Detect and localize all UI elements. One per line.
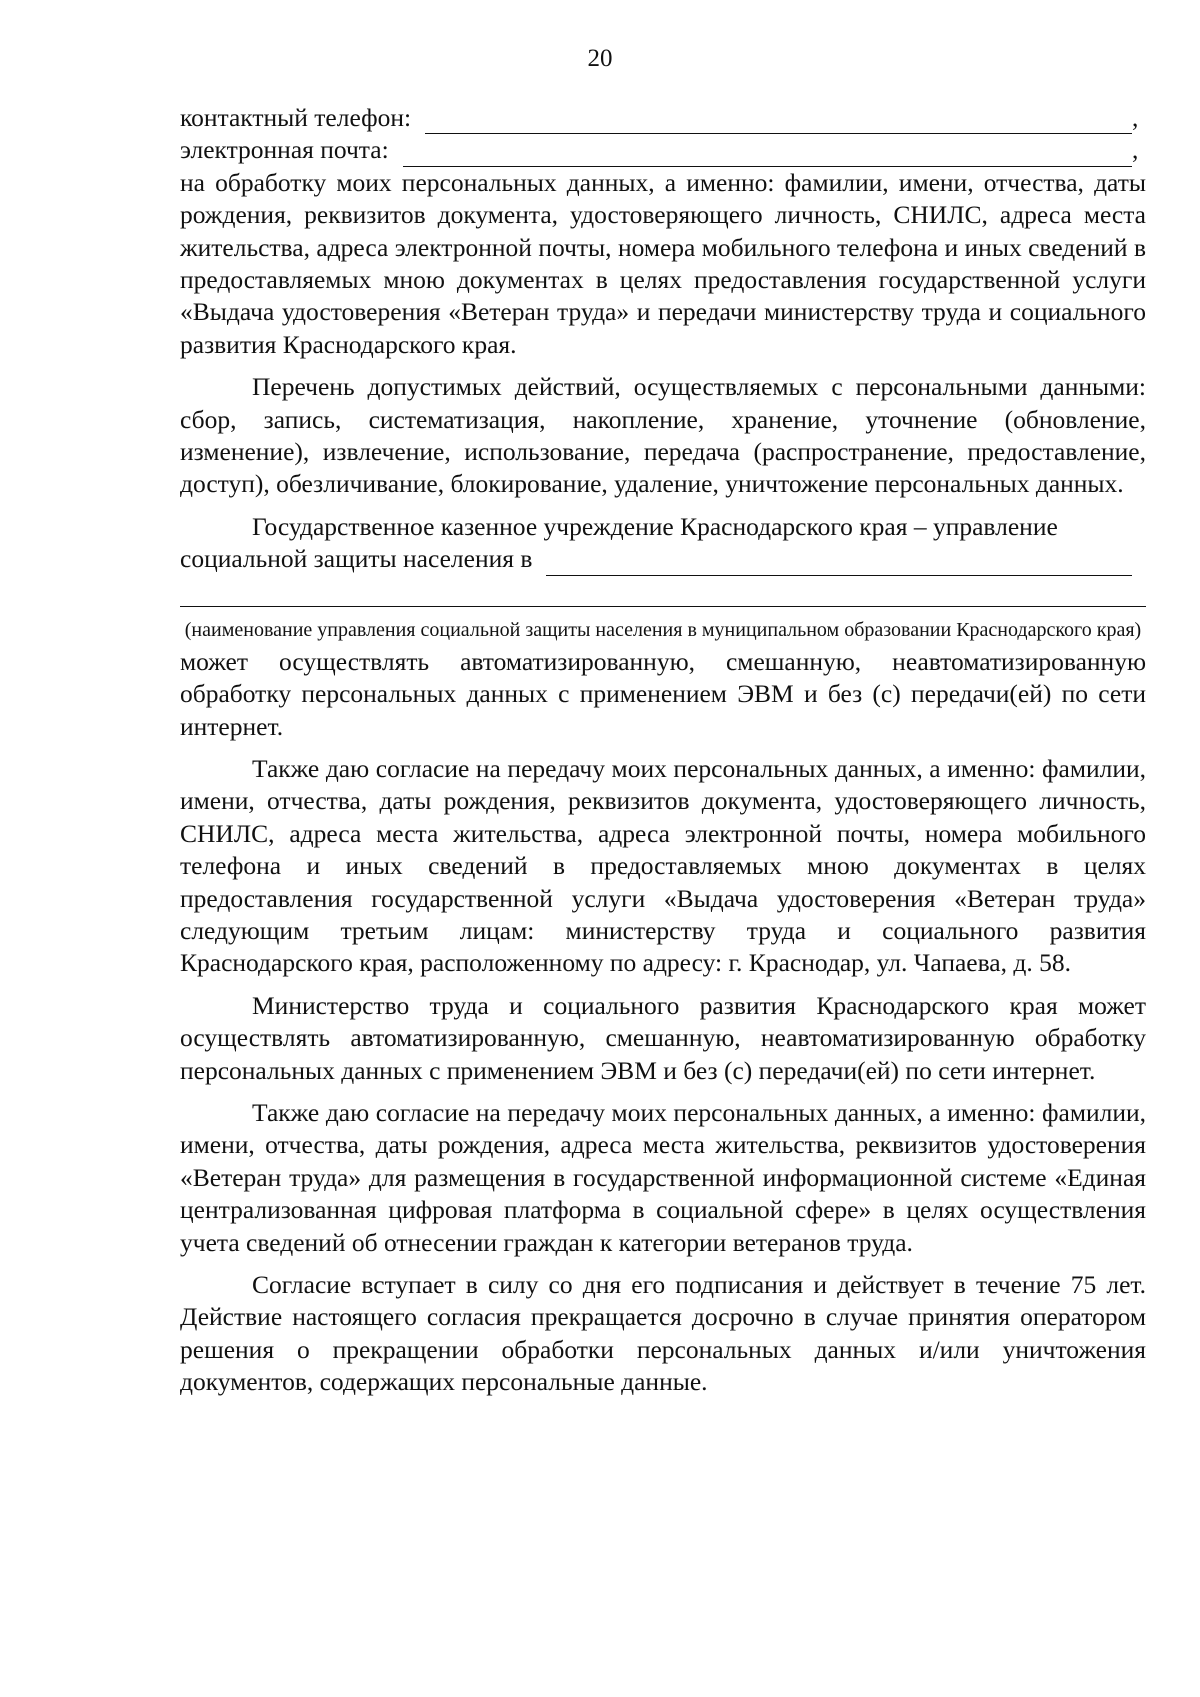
paragraph-institution-line1: Государственное казенное учреждение Краснодарского края – управление bbox=[252, 511, 1058, 541]
phone-input-line[interactable] bbox=[425, 109, 1132, 134]
email-comma: , bbox=[1132, 135, 1139, 165]
institution-caption: (наименование управления социальной защиты населения в муниципальном образовании Краснодарского края) bbox=[184, 618, 1142, 641]
paragraph-consent-scope: на обработку моих персональных данных, а именно: фамилии, имени, отчества, даты рождения, реквизитов документа, удостоверяющего личность, СНИЛС, адреса места жительства, адреса электронной почты, номера мобильного телефона и иных сведений в предоставляемых мною документах в целях предоставления государственной услуги «Выдача удостоверения «Ветеран труда» и передачи министерству труда и социального развития Краснодарского края. bbox=[180, 167, 1146, 359]
institution-name-rule[interactable] bbox=[180, 606, 1146, 607]
institution-input-line[interactable] bbox=[546, 551, 1132, 576]
email-field-line bbox=[180, 134, 1146, 166]
paragraph-ministry-processing: Министерство труда и социального развития Краснодарского края может осуществлять автоматизированную, смешанную, неавтоматизированную обработку персональных данных с применением ЭВМ и без (с) передачи(ей) по сети интернет. bbox=[180, 990, 1146, 1085]
institution-field-line bbox=[180, 543, 1146, 575]
paragraph-allowed-actions: Перечень допустимых действий, осуществляемых с персональными данными: сбор, запись, систематизация, накопление, хранение, уточнение (обновление, изменение), извлечение, использование, передача (распространение, предоставление, доступ), обезличивание, блокирование, удаление, уничтожение персональных данных. bbox=[180, 372, 1146, 499]
email-label: электронная почта: bbox=[180, 135, 389, 165]
phone-field-line bbox=[180, 102, 1146, 134]
paragraph-gis-consent: Также даю согласие на передачу моих персональных данных, а именно: фамилии, имени, отчества, даты рождения, адреса места жительства, реквизитов удостоверения «Ветеран труда» для размещения в государственной информационной системе «Единая централизованная цифровая платформа в социальной сфере» в целях осуществления учета сведений об отнесении граждан к категории ветеранов труда. bbox=[180, 1097, 1146, 1257]
institution-label: социальной защиты населения в bbox=[180, 544, 533, 574]
paragraph-processing: может осуществлять автоматизированную, смешанную, неавтоматизированную обработку персональных данных с применением ЭВМ и без (с) передачи(ей) по сети интернет. bbox=[180, 646, 1146, 741]
document-body bbox=[180, 102, 1146, 1399]
paragraph-transfer-consent: Также даю согласие на передачу моих персональных данных, а именно: фамилии, имени, отчества, даты рождения, реквизитов документа, удостоверяющего личность, СНИЛС, адреса места жительства, адреса электронной почты, номера мобильного телефона и иных сведений в предоставляемых мною документах в целях предоставления государственной услуги «Выдача удостоверения «Ветеран труда» следующим третьим лицам: министерству труда и социального развития Краснодарского края, расположенному по адресу: г. Краснодар, ул. Чапаева, д. 58. bbox=[180, 753, 1146, 978]
phone-label: контактный телефон: bbox=[180, 103, 412, 132]
email-input-line[interactable] bbox=[403, 142, 1132, 167]
page-number: 20 bbox=[587, 45, 613, 72]
paragraph-validity: Согласие вступает в силу со дня его подписания и действует в течение 75 лет. Действие настоящего согласия прекращается досрочно в случае принятия оператором решения о прекращении обработки персональных данных и/или уничтожения документов, содержащих персональные данные. bbox=[180, 1270, 1146, 1397]
phone-comma: , bbox=[1132, 103, 1139, 132]
